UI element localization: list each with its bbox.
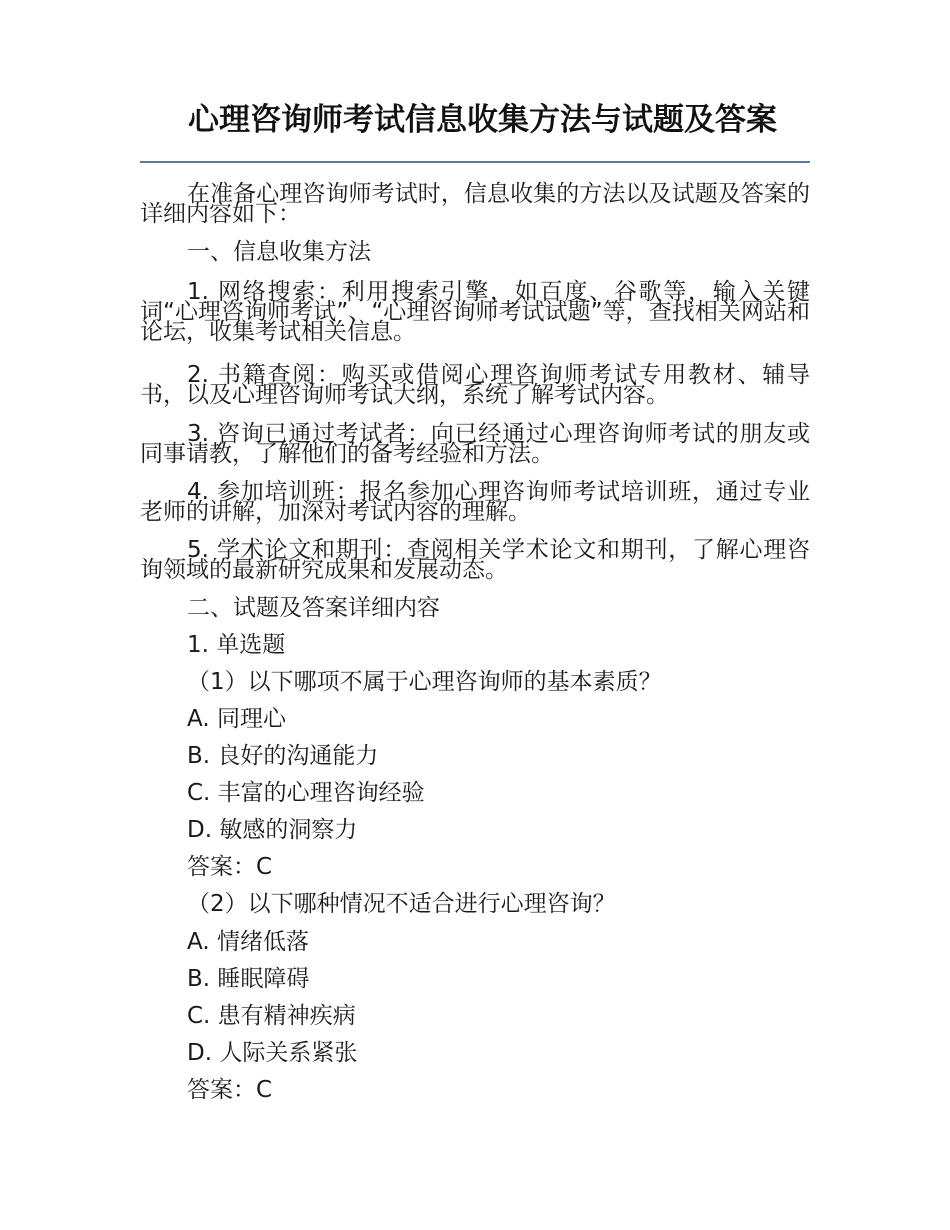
intro-paragraph: 在准备心理咨询师考试时，信息收集的方法以及试题及答案的详细内容如下： xyxy=(140,181,810,227)
section-heading-questions: 二、试题及答案详细内容 xyxy=(187,595,440,621)
question-2: （2）以下哪种情况不适合进行心理咨询？ xyxy=(187,891,616,917)
method-item-1: 1. 网络搜索：利用搜索引擎，如百度、谷歌等，输入关键词“心理咨询师考试”、“心理咨询师考试试题”等，查找相关网站和论坛，收集考试相关信息。 xyxy=(140,279,810,345)
q1-answer: 答案：C xyxy=(187,854,273,880)
q1-option-b: B. 良好的沟通能力 xyxy=(187,743,379,769)
method-item-2: 2. 书籍查阅：购买或借阅心理咨询师考试专用教材、辅导书，以及心理咨询师考试大纲，系统了解考试内容。 xyxy=(140,362,810,408)
subheading-single-choice: 1. 单选题 xyxy=(187,632,286,658)
question-1: （1）以下哪项不属于心理咨询师的基本素质？ xyxy=(187,669,662,695)
title-underline xyxy=(140,161,810,163)
q2-option-b: B. 睡眠障碍 xyxy=(187,966,310,992)
q2-option-d: D. 人际关系紧张 xyxy=(187,1040,358,1066)
q2-option-a: A. 情绪低落 xyxy=(187,929,309,955)
q1-option-d: D. 敏感的洞察力 xyxy=(187,817,358,843)
method-item-5: 5. 学术论文和期刊：查阅相关学术论文和期刊，了解心理咨询领域的最新研究成果和发展动态。 xyxy=(140,537,810,583)
section-heading-info-methods: 一、信息收集方法 xyxy=(187,239,371,265)
document-title: 心理咨询师考试信息收集方法与试题及答案 xyxy=(188,102,777,138)
q2-answer: 答案：C xyxy=(187,1077,273,1103)
q1-option-c: C. 丰富的心理咨询经验 xyxy=(187,780,425,806)
q1-option-a: A. 同理心 xyxy=(187,706,286,732)
q2-option-c: C. 患有精神疾病 xyxy=(187,1003,356,1029)
method-item-3: 3. 咨询已通过考试者：向已经通过心理咨询师考试的朋友或同事请教，了解他们的备考经验和方法。 xyxy=(140,421,810,467)
method-item-4: 4. 参加培训班：报名参加心理咨询师考试培训班，通过专业老师的讲解，加深对考试内容的理解。 xyxy=(140,479,810,525)
